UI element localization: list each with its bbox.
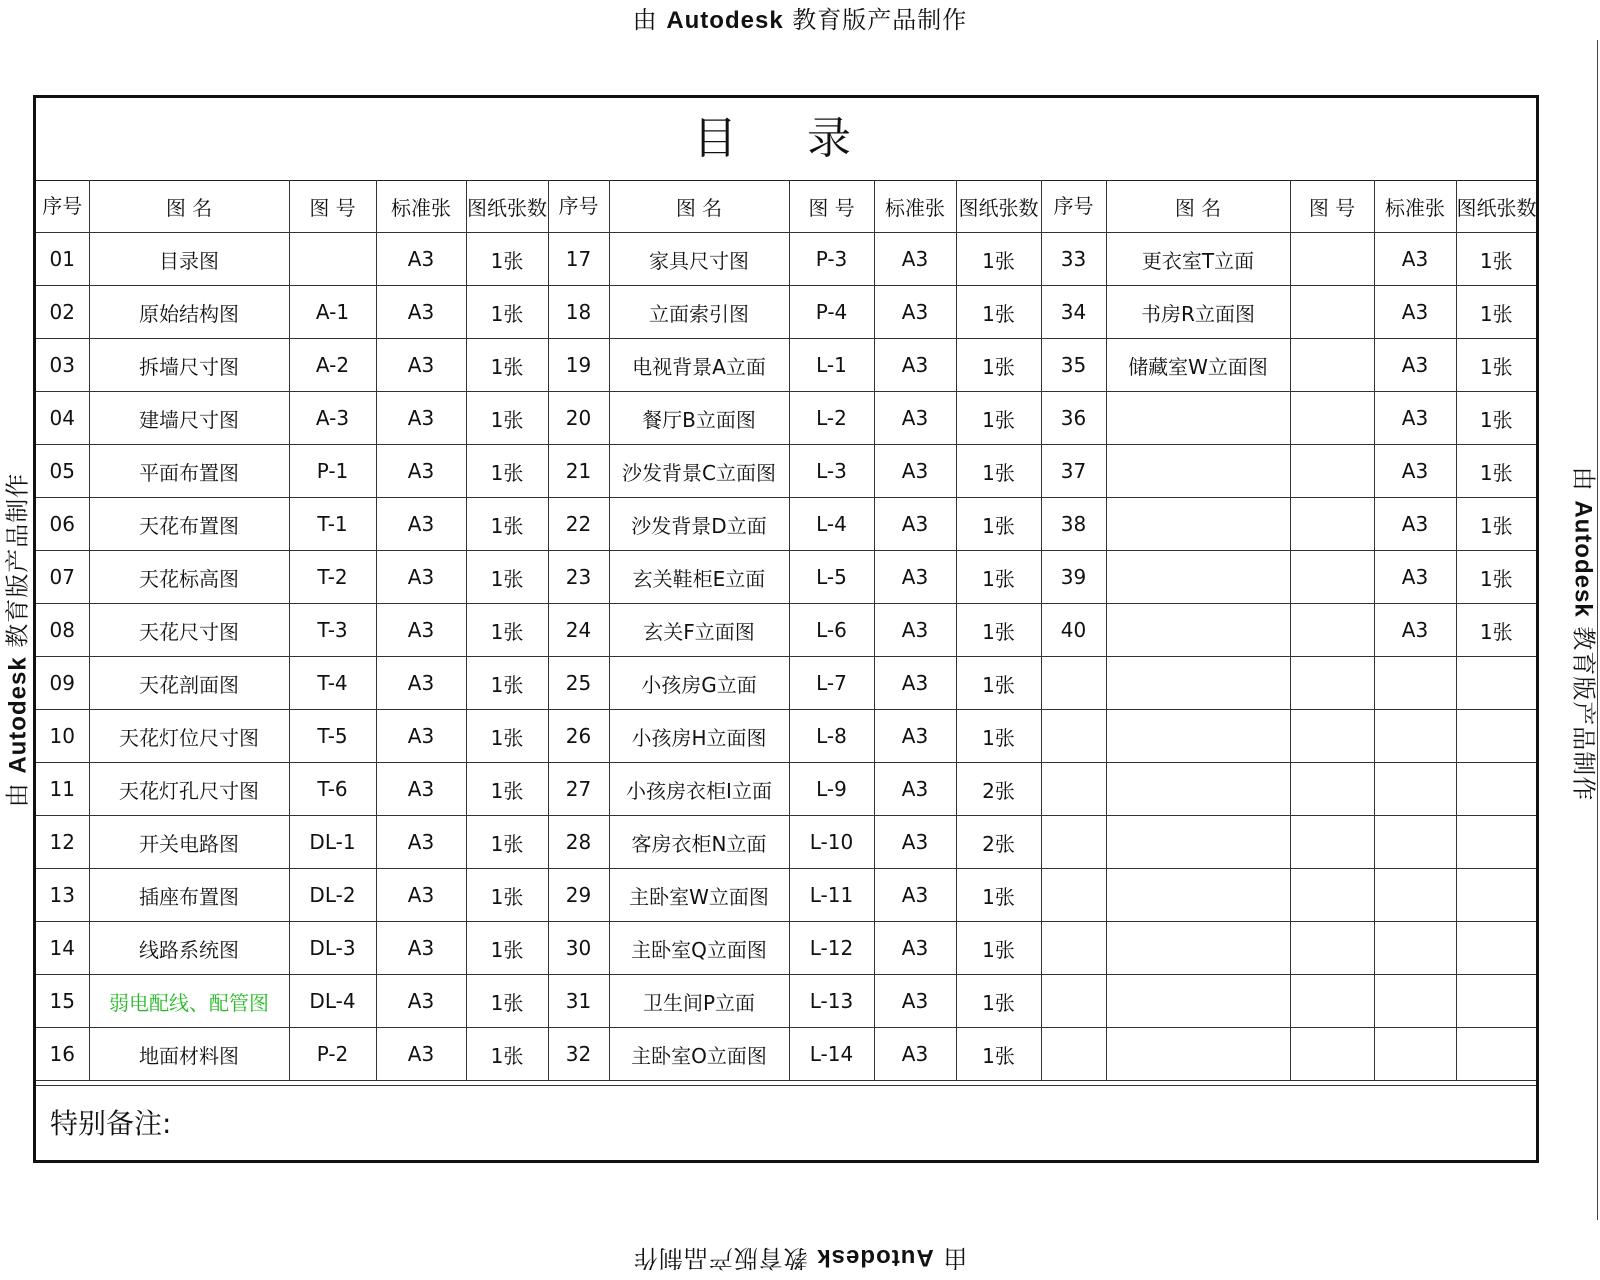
cell-code: L-6	[789, 604, 874, 657]
cell-seq	[1041, 710, 1106, 763]
cell-count: 2张	[956, 763, 1041, 816]
cell-seq: 17	[548, 233, 609, 286]
cell-seq: 40	[1041, 604, 1106, 657]
cell-count: 1张	[1456, 233, 1536, 286]
header-name: 图 名	[609, 180, 789, 233]
cell-count: 1张	[466, 604, 548, 657]
cell-name	[1106, 869, 1290, 922]
cell-count: 1张	[956, 445, 1041, 498]
cell-code: L-2	[789, 392, 874, 445]
cell-standard: A3	[874, 551, 956, 604]
cell-standard: A3	[376, 1028, 466, 1081]
cell-name: 线路系统图	[89, 922, 289, 975]
cell-standard	[1374, 657, 1456, 710]
cell-seq: 12	[36, 816, 89, 869]
table-row	[36, 233, 1536, 286]
header-code: 图 号	[1290, 180, 1374, 233]
cell-count: 1张	[466, 339, 548, 392]
cell-seq: 01	[36, 233, 89, 286]
cell-seq	[1041, 869, 1106, 922]
cell-name: 拆墙尺寸图	[89, 339, 289, 392]
cell-count	[1456, 763, 1536, 816]
cell-seq: 18	[548, 286, 609, 339]
cell-seq: 38	[1041, 498, 1106, 551]
cell-name: 卫生间P立面	[609, 975, 789, 1028]
page-edge-line	[1597, 40, 1598, 1220]
cell-code	[1290, 763, 1374, 816]
cell-count	[1456, 710, 1536, 763]
cell-seq: 02	[36, 286, 89, 339]
page-title: 目 录	[36, 98, 1536, 181]
cell-count: 1张	[466, 551, 548, 604]
cell-name: 主卧室Q立面图	[609, 922, 789, 975]
table-row	[36, 392, 1536, 445]
cell-count: 1张	[466, 869, 548, 922]
cell-code: T-6	[289, 763, 376, 816]
cell-code: A-1	[289, 286, 376, 339]
cell-name: 餐厅B立面图	[609, 392, 789, 445]
cell-count	[1456, 869, 1536, 922]
header-standard: 标准张	[1374, 180, 1456, 233]
cell-count: 2张	[956, 816, 1041, 869]
cell-code: DL-1	[289, 816, 376, 869]
cell-count: 1张	[466, 763, 548, 816]
cell-count: 1张	[1456, 498, 1536, 551]
cell-count: 1张	[956, 551, 1041, 604]
cell-seq: 37	[1041, 445, 1106, 498]
cell-name: 平面布置图	[89, 445, 289, 498]
cell-code: A-2	[289, 339, 376, 392]
cell-standard: A3	[376, 286, 466, 339]
table-row	[36, 657, 1536, 710]
header-seq: 序号	[36, 180, 89, 233]
header-count: 图纸张数	[1456, 180, 1536, 233]
cell-count	[1456, 975, 1536, 1028]
cell-code	[1290, 1028, 1374, 1081]
header-code: 图 号	[789, 180, 874, 233]
cell-count: 1张	[956, 1028, 1041, 1081]
cell-count: 1张	[1456, 339, 1536, 392]
cell-code: T-4	[289, 657, 376, 710]
cell-standard: A3	[874, 869, 956, 922]
cell-standard: A3	[1374, 339, 1456, 392]
cell-name: 书房R立面图	[1106, 286, 1290, 339]
cell-count: 1张	[466, 498, 548, 551]
cell-name: 小孩房衣柜I立面	[609, 763, 789, 816]
cell-standard: A3	[376, 339, 466, 392]
cell-count: 1张	[956, 975, 1041, 1028]
cell-standard: A3	[874, 233, 956, 286]
cell-name: 主卧室O立面图	[609, 1028, 789, 1081]
cell-name: 地面材料图	[89, 1028, 289, 1081]
table-row	[36, 604, 1536, 657]
cell-count: 1张	[956, 286, 1041, 339]
cell-name: 沙发背景D立面	[609, 498, 789, 551]
cell-name: 开关电路图	[89, 816, 289, 869]
cell-standard: A3	[874, 1028, 956, 1081]
header-count: 图纸张数	[956, 180, 1041, 233]
cell-seq	[1041, 975, 1106, 1028]
cell-count: 1张	[956, 922, 1041, 975]
cell-standard: A3	[1374, 286, 1456, 339]
table-row	[36, 869, 1536, 922]
drawing-index-table	[36, 180, 1536, 1081]
cell-seq: 26	[548, 710, 609, 763]
cell-code: A-3	[289, 392, 376, 445]
cell-seq: 34	[1041, 286, 1106, 339]
table-row	[36, 551, 1536, 604]
cell-code: T-2	[289, 551, 376, 604]
cell-standard: A3	[874, 816, 956, 869]
header-code: 图 号	[289, 180, 376, 233]
cell-name: 玄关F立面图	[609, 604, 789, 657]
table-row	[36, 445, 1536, 498]
cell-seq: 08	[36, 604, 89, 657]
cell-code: L-3	[789, 445, 874, 498]
cell-name: 建墙尺寸图	[89, 392, 289, 445]
cell-name: 家具尺寸图	[609, 233, 789, 286]
cell-code	[289, 233, 376, 286]
cell-name: 天花剖面图	[89, 657, 289, 710]
watermark-top: 由 Autodesk 教育版产品制作	[632, 6, 968, 34]
cell-standard: A3	[376, 551, 466, 604]
cell-seq: 14	[36, 922, 89, 975]
cell-count: 1张	[1456, 445, 1536, 498]
cell-standard: A3	[874, 922, 956, 975]
cell-code	[1290, 869, 1374, 922]
cell-name	[1106, 922, 1290, 975]
cell-standard: A3	[1374, 445, 1456, 498]
cell-standard: A3	[874, 392, 956, 445]
cell-seq: 10	[36, 710, 89, 763]
cell-standard: A3	[376, 445, 466, 498]
header-standard: 标准张	[874, 180, 956, 233]
cell-name	[1106, 392, 1290, 445]
cell-seq: 30	[548, 922, 609, 975]
cell-standard	[1374, 763, 1456, 816]
cell-seq: 29	[548, 869, 609, 922]
table-row	[36, 339, 1536, 392]
cell-seq: 21	[548, 445, 609, 498]
cell-count: 1张	[466, 657, 548, 710]
table-row	[36, 922, 1536, 975]
header-standard: 标准张	[376, 180, 466, 233]
header-seq: 序号	[1041, 180, 1106, 233]
cell-code: L-14	[789, 1028, 874, 1081]
cell-code: L-4	[789, 498, 874, 551]
cell-seq: 16	[36, 1028, 89, 1081]
cell-standard: A3	[376, 869, 466, 922]
cell-code: L-1	[789, 339, 874, 392]
cell-count: 1张	[466, 922, 548, 975]
cell-standard	[1374, 816, 1456, 869]
table-row	[36, 763, 1536, 816]
cell-seq: 25	[548, 657, 609, 710]
cell-code	[1290, 551, 1374, 604]
cell-name	[1106, 975, 1290, 1028]
cell-count	[1456, 657, 1536, 710]
cell-code	[1290, 445, 1374, 498]
cell-standard: A3	[874, 445, 956, 498]
cell-count: 1张	[956, 233, 1041, 286]
cell-name: 客房衣柜N立面	[609, 816, 789, 869]
cell-name	[1106, 763, 1290, 816]
cell-name	[1106, 816, 1290, 869]
cell-count	[1456, 816, 1536, 869]
cell-seq: 13	[36, 869, 89, 922]
cell-seq: 07	[36, 551, 89, 604]
cell-count: 1张	[466, 710, 548, 763]
cell-seq	[1041, 922, 1106, 975]
cell-code	[1290, 286, 1374, 339]
cell-code: L-7	[789, 657, 874, 710]
cell-name: 更衣室T立面	[1106, 233, 1290, 286]
cell-code: P-1	[289, 445, 376, 498]
cell-seq: 27	[548, 763, 609, 816]
cell-name: 电视背景A立面	[609, 339, 789, 392]
cell-name: 天花布置图	[89, 498, 289, 551]
cell-code	[1290, 604, 1374, 657]
cell-name: 天花灯孔尺寸图	[89, 763, 289, 816]
cell-seq: 22	[548, 498, 609, 551]
cell-count: 1张	[1456, 551, 1536, 604]
header-name: 图 名	[1106, 180, 1290, 233]
cell-standard: A3	[874, 763, 956, 816]
cell-name: 主卧室W立面图	[609, 869, 789, 922]
cell-standard: A3	[1374, 233, 1456, 286]
table-row	[36, 710, 1536, 763]
cell-standard: A3	[376, 233, 466, 286]
drawing-index-sheet	[33, 95, 1539, 1163]
cell-code	[1290, 498, 1374, 551]
cell-standard: A3	[874, 286, 956, 339]
header-count: 图纸张数	[466, 180, 548, 233]
cell-standard: A3	[376, 816, 466, 869]
cell-name: 目录图	[89, 233, 289, 286]
cell-standard: A3	[376, 604, 466, 657]
cell-name: 沙发背景C立面图	[609, 445, 789, 498]
cell-name: 弱电配线、配管图	[89, 975, 289, 1028]
cell-count: 1张	[466, 286, 548, 339]
cell-count: 1张	[956, 604, 1041, 657]
cell-name: 小孩房G立面	[609, 657, 789, 710]
cell-standard: A3	[376, 657, 466, 710]
cell-name	[1106, 498, 1290, 551]
cell-seq: 19	[548, 339, 609, 392]
cell-name	[1106, 604, 1290, 657]
cell-count: 1张	[1456, 392, 1536, 445]
cell-count: 1张	[956, 498, 1041, 551]
watermark-bottom: 由 Autodesk 教育版产品制作	[632, 1244, 968, 1272]
cell-code: L-5	[789, 551, 874, 604]
cell-seq: 35	[1041, 339, 1106, 392]
cell-seq: 15	[36, 975, 89, 1028]
cell-seq	[1041, 763, 1106, 816]
cell-seq: 06	[36, 498, 89, 551]
cell-standard: A3	[874, 975, 956, 1028]
cell-code: T-3	[289, 604, 376, 657]
cell-standard	[1374, 869, 1456, 922]
cell-code	[1290, 710, 1374, 763]
cell-name: 小孩房H立面图	[609, 710, 789, 763]
cell-code: L-12	[789, 922, 874, 975]
cell-count: 1张	[466, 1028, 548, 1081]
cell-code: P-3	[789, 233, 874, 286]
cell-count: 1张	[956, 392, 1041, 445]
table-row	[36, 816, 1536, 869]
cell-count	[1456, 1028, 1536, 1081]
cell-count: 1张	[1456, 286, 1536, 339]
cell-standard: A3	[376, 710, 466, 763]
cell-count: 1张	[466, 816, 548, 869]
remarks-label: 特别备注:	[36, 1085, 1536, 1160]
cell-seq: 04	[36, 392, 89, 445]
cell-code	[1290, 922, 1374, 975]
cell-standard: A3	[874, 339, 956, 392]
cell-code: L-9	[789, 763, 874, 816]
cell-code	[1290, 339, 1374, 392]
header-seq: 序号	[548, 180, 609, 233]
cell-standard: A3	[874, 710, 956, 763]
cell-name	[1106, 445, 1290, 498]
cell-seq	[1041, 657, 1106, 710]
cell-standard: A3	[874, 498, 956, 551]
cell-code: DL-4	[289, 975, 376, 1028]
cell-name: 储藏室W立面图	[1106, 339, 1290, 392]
cell-standard: A3	[376, 498, 466, 551]
cell-seq: 05	[36, 445, 89, 498]
cell-seq: 31	[548, 975, 609, 1028]
cell-name	[1106, 551, 1290, 604]
cell-standard: A3	[1374, 551, 1456, 604]
cell-count: 1张	[956, 869, 1041, 922]
cell-name: 插座布置图	[89, 869, 289, 922]
watermark-right: 由 Autodesk 教育版产品制作	[1569, 466, 1598, 802]
cell-seq: 39	[1041, 551, 1106, 604]
cell-code	[1290, 816, 1374, 869]
cell-code: L-10	[789, 816, 874, 869]
cell-standard	[1374, 1028, 1456, 1081]
cell-code	[1290, 233, 1374, 286]
cell-name: 天花灯位尺寸图	[89, 710, 289, 763]
cell-standard	[1374, 975, 1456, 1028]
cell-code: P-2	[289, 1028, 376, 1081]
cell-code: DL-2	[289, 869, 376, 922]
cell-code: L-13	[789, 975, 874, 1028]
cell-standard: A3	[376, 922, 466, 975]
cell-count: 1张	[466, 975, 548, 1028]
cell-code: T-5	[289, 710, 376, 763]
cell-seq: 33	[1041, 233, 1106, 286]
cell-seq: 23	[548, 551, 609, 604]
cell-code: DL-3	[289, 922, 376, 975]
cell-name: 玄关鞋柜E立面	[609, 551, 789, 604]
cell-code: P-4	[789, 286, 874, 339]
cell-standard: A3	[1374, 392, 1456, 445]
table-header-row	[36, 180, 1536, 233]
cell-code	[1290, 657, 1374, 710]
table-row	[36, 286, 1536, 339]
cell-standard: A3	[1374, 498, 1456, 551]
table-row	[36, 1028, 1536, 1081]
cell-seq: 20	[548, 392, 609, 445]
cell-name: 原始结构图	[89, 286, 289, 339]
cell-seq: 11	[36, 763, 89, 816]
cell-name	[1106, 710, 1290, 763]
cell-seq: 32	[548, 1028, 609, 1081]
cell-code	[1290, 975, 1374, 1028]
cell-code	[1290, 392, 1374, 445]
cell-code: L-11	[789, 869, 874, 922]
table-body	[36, 233, 1536, 1081]
cell-seq: 36	[1041, 392, 1106, 445]
cell-code: L-8	[789, 710, 874, 763]
cell-count: 1张	[956, 657, 1041, 710]
cell-standard: A3	[376, 975, 466, 1028]
cell-name: 天花尺寸图	[89, 604, 289, 657]
cell-standard: A3	[1374, 604, 1456, 657]
cell-seq	[1041, 1028, 1106, 1081]
cell-standard: A3	[874, 604, 956, 657]
table-row	[36, 498, 1536, 551]
cell-standard: A3	[874, 657, 956, 710]
cell-code: T-1	[289, 498, 376, 551]
cell-count: 1张	[466, 392, 548, 445]
cell-standard	[1374, 922, 1456, 975]
watermark-left: 由 Autodesk 教育版产品制作	[3, 472, 32, 808]
cell-count	[1456, 922, 1536, 975]
cell-seq: 28	[548, 816, 609, 869]
cell-standard: A3	[376, 763, 466, 816]
cell-seq: 24	[548, 604, 609, 657]
cell-seq	[1041, 816, 1106, 869]
cell-standard: A3	[376, 392, 466, 445]
cell-seq: 09	[36, 657, 89, 710]
cell-name: 立面索引图	[609, 286, 789, 339]
cell-count: 1张	[956, 710, 1041, 763]
cell-count: 1张	[956, 339, 1041, 392]
cell-name	[1106, 1028, 1290, 1081]
cell-seq: 03	[36, 339, 89, 392]
cell-count: 1张	[1456, 604, 1536, 657]
cell-name: 天花标高图	[89, 551, 289, 604]
cell-count: 1张	[466, 445, 548, 498]
cell-name	[1106, 657, 1290, 710]
cell-standard	[1374, 710, 1456, 763]
cell-count: 1张	[466, 233, 548, 286]
header-name: 图 名	[89, 180, 289, 233]
table-row	[36, 975, 1536, 1028]
